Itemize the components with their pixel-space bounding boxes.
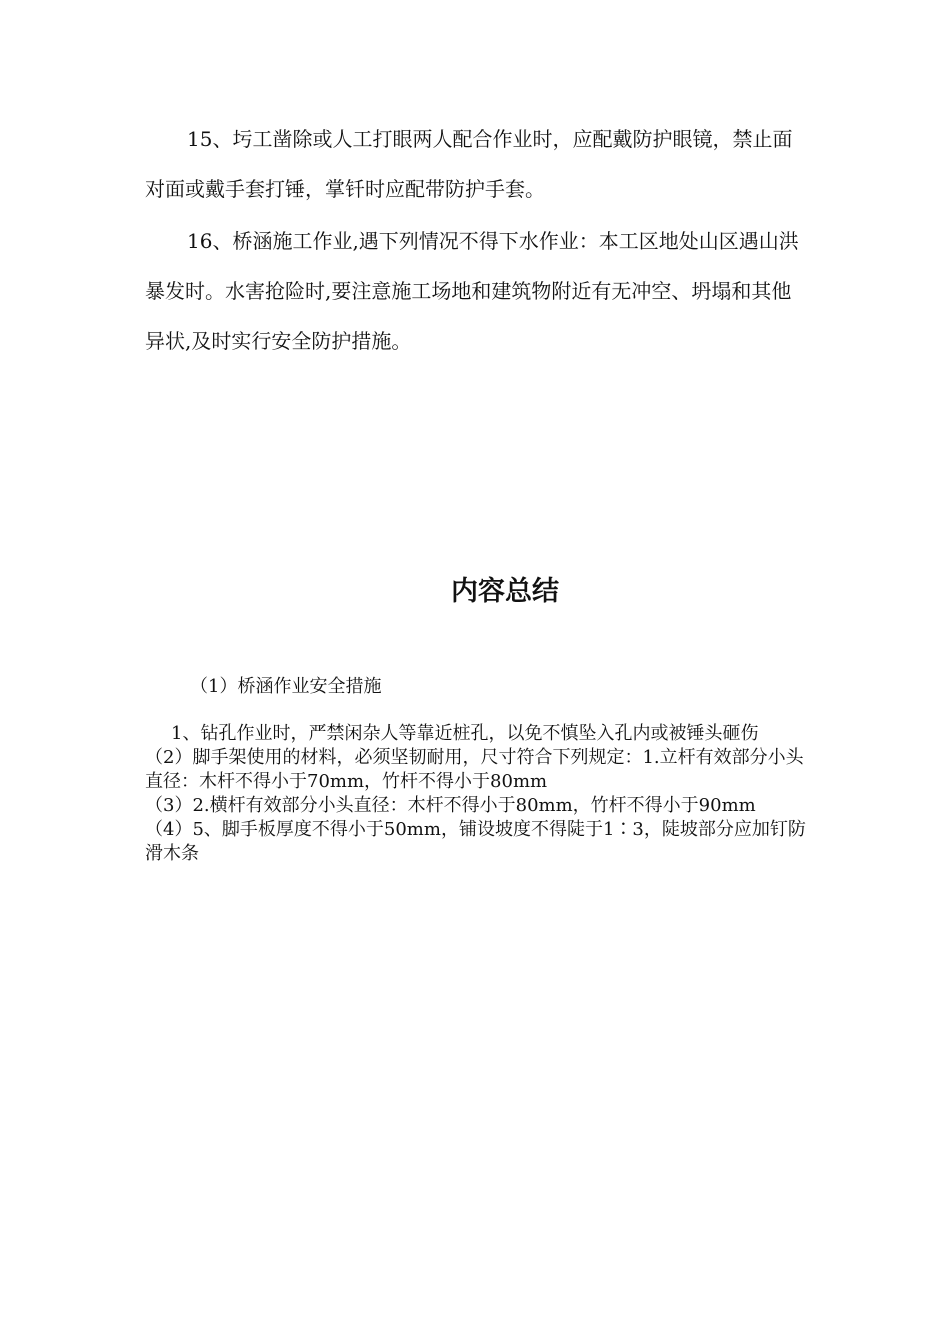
summary-item-1: 1、钻孔作业时，严禁闲杂人等靠近桩孔，以免不慎坠入孔内或被锤头砸伤 bbox=[171, 723, 759, 744]
paragraph-16: 16、桥涵施工作业,遇下列情况不得下水作业：本工区地处山区遇山洪暴发时。水害抢险时,要注意施工场地和建筑物附近有无冲空、坍塌和其他异状,及时实行安全防护措施。 bbox=[145, 229, 799, 353]
summary-list bbox=[145, 722, 810, 866]
paragraph-15: 15、圬工凿除或人工打眼两人配合作业时，应配戴防护眼镜，禁止面对面或戴手套打锤，掌钎时应配带防护手套。 bbox=[145, 127, 793, 201]
summary-subheading: （1）桥涵作业安全措施 bbox=[190, 676, 382, 697]
summary-title: 内容总结 bbox=[451, 576, 559, 607]
summary-item-4: （4）5、脚手板厚度不得小于50mm，铺设坡度不得陡于1∶3，陡坡部分应加钉防滑木条 bbox=[145, 819, 806, 864]
summary-item-3: （3）2.横杆有效部分小头直径：木杆不得小于80mm，竹杆不得小于90mm bbox=[145, 795, 756, 816]
summary-item-2: （2）脚手架使用的材料，必须坚韧耐用，尺寸符合下列规定：1.立杆有效部分小头直径：木杆不得小于70mm，竹杆不得小于80mm bbox=[145, 747, 804, 792]
